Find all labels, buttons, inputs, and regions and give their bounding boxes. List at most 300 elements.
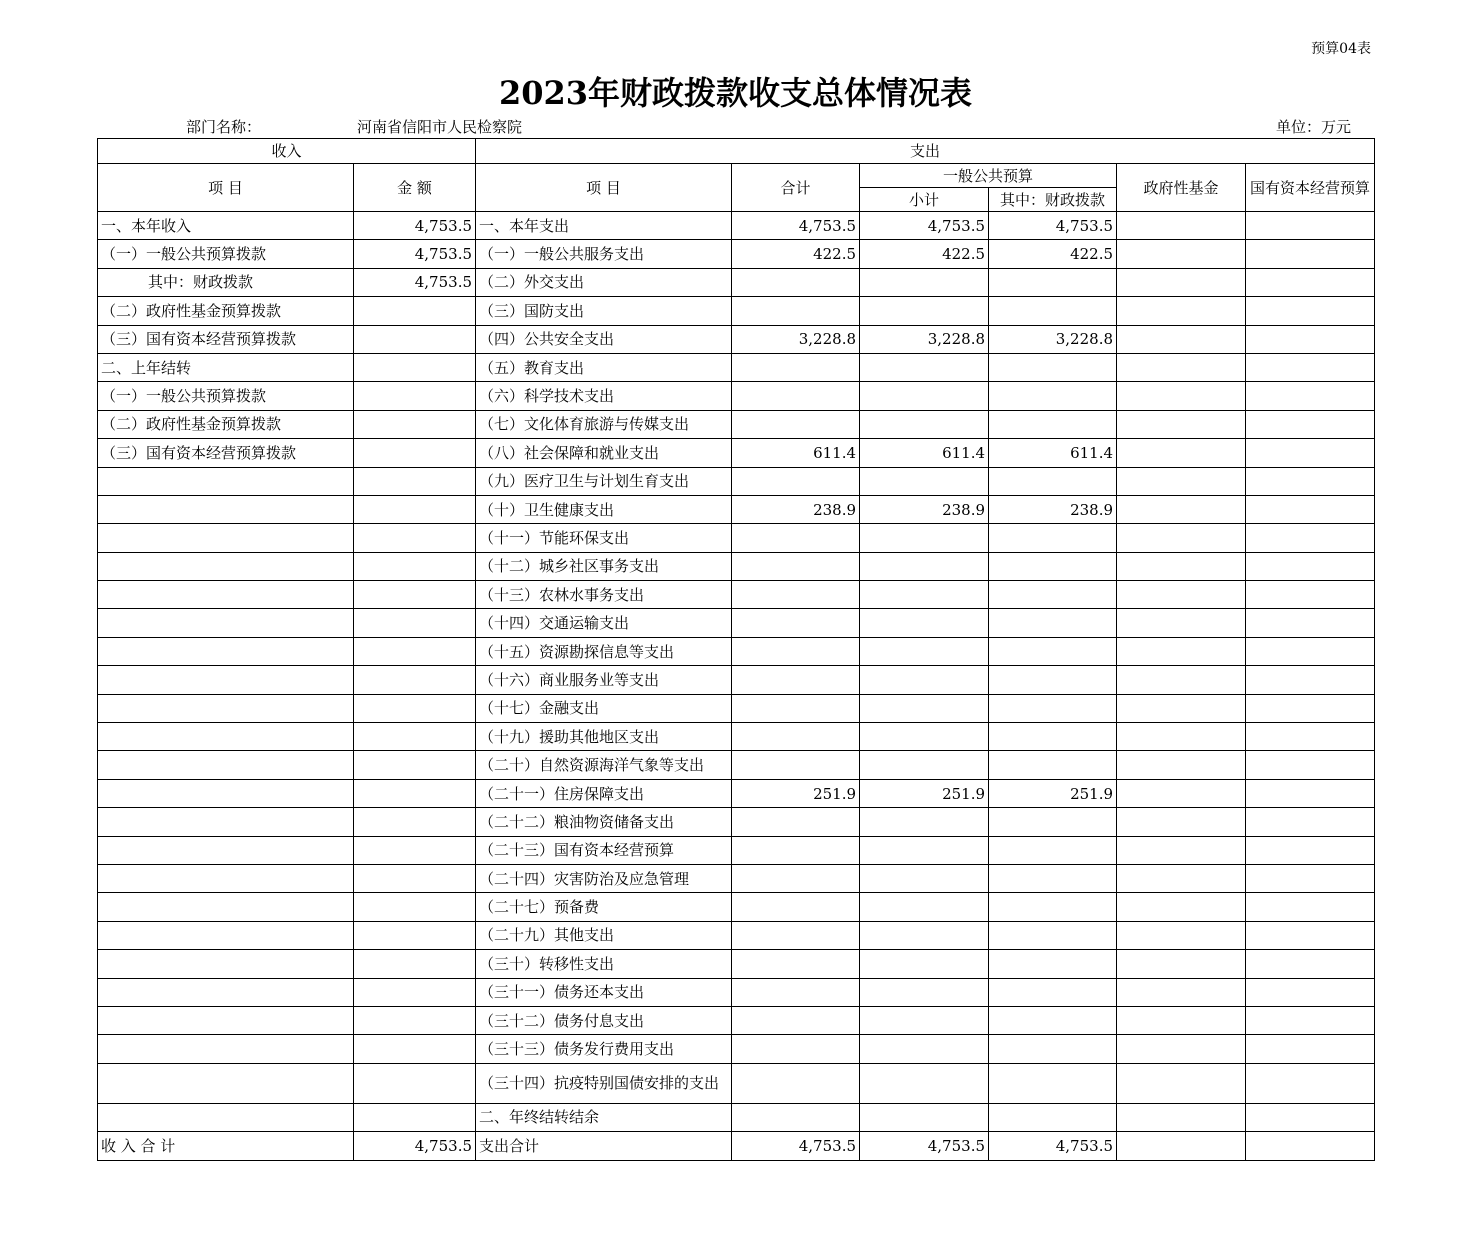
expense-total-cell (732, 950, 860, 978)
table-row (98, 325, 1375, 353)
general-subtotal-cell (860, 950, 989, 978)
income-item-cell: 其中：财政拨款 (98, 268, 354, 296)
table-row (98, 467, 1375, 495)
income-item-cell (98, 1063, 354, 1103)
expense-item-cell: （五）教育支出 (476, 353, 732, 381)
fiscal-allocation-cell (989, 808, 1117, 836)
fiscal-allocation-cell (989, 581, 1117, 609)
gov-fund-cell (1117, 864, 1246, 892)
income-amount-cell (354, 637, 476, 665)
income-amount-cell (354, 808, 476, 836)
total-header: 合计 (732, 164, 860, 212)
expense-total-cell (732, 1006, 860, 1034)
general-subtotal-cell (860, 353, 989, 381)
expense-total-cell (732, 268, 860, 296)
expense-total-cell (732, 864, 860, 892)
expense-total-cell (732, 581, 860, 609)
general-subtotal-cell (860, 893, 989, 921)
fiscal-allocation-cell (989, 864, 1117, 892)
state-capital-cell (1246, 1006, 1375, 1034)
table-row (98, 1063, 1375, 1103)
expense-total-cell (732, 637, 860, 665)
fiscal-allocation-cell (989, 751, 1117, 779)
gov-fund-cell (1117, 382, 1246, 410)
table-row (98, 950, 1375, 978)
state-capital-cell (1246, 808, 1375, 836)
general-subtotal-cell (860, 1103, 989, 1131)
general-subtotal-cell (860, 581, 989, 609)
expense-item-cell: 二、年终结转结余 (476, 1103, 732, 1131)
gov-fund-cell (1117, 893, 1246, 921)
gov-fund-cell (1117, 268, 1246, 296)
expense-total-cell: 3,228.8 (732, 325, 860, 353)
income-amount-cell: 4,753.5 (354, 212, 476, 240)
income-item-cell (98, 495, 354, 523)
general-subtotal-cell (860, 978, 989, 1006)
expense-item-cell: （十九）援助其他地区支出 (476, 723, 732, 751)
general-subtotal-cell: 4,753.5 (860, 212, 989, 240)
income-item-cell (98, 581, 354, 609)
expense-total-cell (732, 723, 860, 751)
income-item-cell (98, 893, 354, 921)
state-capital-cell (1246, 836, 1375, 864)
fiscal-allocation-cell: 422.5 (989, 240, 1117, 268)
income-item-cell: （二）政府性基金预算拨款 (98, 297, 354, 325)
general-subtotal-cell: 4,753.5 (860, 1132, 989, 1160)
gov-fund-cell (1117, 1132, 1246, 1160)
expense-item-cell: （四）公共安全支出 (476, 325, 732, 353)
expense-item-cell: （八）社会保障和就业支出 (476, 439, 732, 467)
expense-total-cell (732, 978, 860, 1006)
fiscal-allocation-cell (989, 268, 1117, 296)
state-capital-cell (1246, 439, 1375, 467)
expense-item-cell: （一）一般公共服务支出 (476, 240, 732, 268)
dept-name: 河南省信阳市人民检察院 (357, 118, 523, 136)
table-row (98, 609, 1375, 637)
income-amount-cell (354, 495, 476, 523)
expense-total-cell (732, 666, 860, 694)
expense-item-cell: （三十二）债务付息支出 (476, 1006, 732, 1034)
general-subtotal-cell (860, 751, 989, 779)
income-amount-cell (354, 467, 476, 495)
expense-total-cell (732, 353, 860, 381)
state-capital-cell (1246, 751, 1375, 779)
state-capital-cell (1246, 637, 1375, 665)
expense-item-cell: （三十三）债务发行费用支出 (476, 1035, 732, 1063)
state-capital-cell (1246, 325, 1375, 353)
income-item-cell: （一）一般公共预算拨款 (98, 240, 354, 268)
state-capital-cell (1246, 212, 1375, 240)
income-amount-cell (354, 1006, 476, 1034)
income-amount-cell (354, 950, 476, 978)
general-subtotal-cell (860, 921, 989, 949)
income-item-cell (98, 637, 354, 665)
expense-total-cell: 4,753.5 (732, 212, 860, 240)
income-amount-cell (354, 353, 476, 381)
table-row (98, 751, 1375, 779)
gov-fund-cell (1117, 524, 1246, 552)
income-item-cell (98, 723, 354, 751)
expense-total-cell (732, 751, 860, 779)
fiscal-allocation-cell: 238.9 (989, 495, 1117, 523)
income-item-cell (98, 666, 354, 694)
table-row (98, 1103, 1375, 1131)
general-subtotal-cell (860, 1063, 989, 1103)
table-row (98, 581, 1375, 609)
gov-fund-cell (1117, 495, 1246, 523)
state-capital-cell (1246, 1063, 1375, 1103)
income-header: 收入 (98, 139, 476, 164)
dept-label: 部门名称： (186, 118, 262, 136)
state-capital-cell (1246, 1035, 1375, 1063)
expense-item-cell: （三十）转移性支出 (476, 950, 732, 978)
fiscal-allocation-cell (989, 382, 1117, 410)
income-item-cell: （三）国有资本经营预算拨款 (98, 439, 354, 467)
income-item-cell (98, 808, 354, 836)
fiscal-allocation-cell (989, 637, 1117, 665)
gov-fund-cell (1117, 439, 1246, 467)
gov-fund-cell (1117, 410, 1246, 438)
state-capital-cell (1246, 268, 1375, 296)
fiscal-allocation-cell (989, 552, 1117, 580)
state-capital-cell (1246, 723, 1375, 751)
income-item-cell (98, 950, 354, 978)
expense-item-cell: （十）卫生健康支出 (476, 495, 732, 523)
gov-fund-cell (1117, 552, 1246, 580)
table-row (98, 637, 1375, 665)
expense-item-header: 项 目 (476, 164, 732, 212)
fiscal-allocation-cell: 4,753.5 (989, 1132, 1117, 1160)
general-subtotal-cell (860, 864, 989, 892)
gov-fund-cell (1117, 779, 1246, 807)
gov-fund-cell (1117, 240, 1246, 268)
table-row (98, 836, 1375, 864)
income-item-cell (98, 921, 354, 949)
fiscal-allocation-cell: 251.9 (989, 779, 1117, 807)
expense-total-cell (732, 921, 860, 949)
budget-body (98, 212, 1375, 1161)
general-subtotal-cell (860, 382, 989, 410)
expense-item-cell: （二十三）国有资本经营预算 (476, 836, 732, 864)
state-capital-cell (1246, 1132, 1375, 1160)
fiscal-allocation-cell (989, 950, 1117, 978)
general-subtotal-cell (860, 637, 989, 665)
expense-item-cell: 支出合计 (476, 1132, 732, 1160)
gov-fund-cell (1117, 1063, 1246, 1103)
general-subtotal-cell (860, 808, 989, 836)
expense-item-cell: （十一）节能环保支出 (476, 524, 732, 552)
fiscal-allocation-cell (989, 723, 1117, 751)
gov-fund-cell (1117, 581, 1246, 609)
income-item-cell (98, 1103, 354, 1131)
gov-fund-cell (1117, 751, 1246, 779)
fiscal-allocation-cell (989, 467, 1117, 495)
gov-fund-cell (1117, 609, 1246, 637)
income-amount-cell (354, 666, 476, 694)
table-row (98, 268, 1375, 296)
expense-item-cell: （二十一）住房保障支出 (476, 779, 732, 807)
state-capital-cell (1246, 893, 1375, 921)
table-row (98, 1006, 1375, 1034)
gov-fund-cell (1117, 694, 1246, 722)
table-row (98, 495, 1375, 523)
general-subtotal-cell: 422.5 (860, 240, 989, 268)
state-capital-cell (1246, 694, 1375, 722)
state-capital-header: 国有资本经营预算 (1246, 164, 1375, 212)
income-amount-cell (354, 552, 476, 580)
fiscal-allocation-cell (989, 410, 1117, 438)
fiscal-allocation-cell (989, 353, 1117, 381)
expense-item-cell: （十二）城乡社区事务支出 (476, 552, 732, 580)
table-row (98, 382, 1375, 410)
state-capital-cell (1246, 581, 1375, 609)
expense-item-cell: （二十）自然资源海洋气象等支出 (476, 751, 732, 779)
gov-fund-cell (1117, 467, 1246, 495)
table-row (98, 353, 1375, 381)
state-capital-cell (1246, 353, 1375, 381)
table-row (98, 524, 1375, 552)
expense-total-cell (732, 1035, 860, 1063)
table-row (98, 240, 1375, 268)
fiscal-allocation-cell (989, 297, 1117, 325)
income-amount-cell (354, 524, 476, 552)
expense-item-cell: （六）科学技术支出 (476, 382, 732, 410)
table-row (98, 297, 1375, 325)
fiscal-header: 其中：财政拨款 (989, 188, 1117, 212)
page-title: 2023年财政拨款收支总体情况表 (498, 74, 973, 112)
state-capital-cell (1246, 666, 1375, 694)
fiscal-allocation-cell (989, 609, 1117, 637)
fiscal-allocation-cell (989, 836, 1117, 864)
gov-fund-cell (1117, 325, 1246, 353)
gov-fund-cell (1117, 1035, 1246, 1063)
income-amount-cell: 4,753.5 (354, 1132, 476, 1160)
state-capital-cell (1246, 552, 1375, 580)
table-row (98, 439, 1375, 467)
table-row (98, 864, 1375, 892)
subtotal-header: 小计 (860, 188, 989, 212)
fiscal-allocation-cell (989, 694, 1117, 722)
table-row (98, 723, 1375, 751)
income-item-cell: 一、本年收入 (98, 212, 354, 240)
expense-item-cell: （三十一）债务还本支出 (476, 978, 732, 1006)
expense-item-cell: （十六）商业服务业等支出 (476, 666, 732, 694)
income-amount-cell (354, 836, 476, 864)
gov-fund-cell (1117, 921, 1246, 949)
header-row-1 (98, 139, 1375, 164)
general-subtotal-cell (860, 268, 989, 296)
table-row (98, 779, 1375, 807)
expense-total-cell: 4,753.5 (732, 1132, 860, 1160)
general-subtotal-cell: 3,228.8 (860, 325, 989, 353)
fiscal-allocation-cell (989, 524, 1117, 552)
expense-total-cell: 611.4 (732, 439, 860, 467)
expense-total-cell (732, 467, 860, 495)
state-capital-cell (1246, 524, 1375, 552)
gov-fund-cell (1117, 950, 1246, 978)
general-subtotal-cell: 238.9 (860, 495, 989, 523)
table-row (98, 921, 1375, 949)
state-capital-cell (1246, 978, 1375, 1006)
expense-item-cell: （十五）资源勘探信息等支出 (476, 637, 732, 665)
gov-fund-cell (1117, 666, 1246, 694)
general-subtotal-cell (860, 552, 989, 580)
table-row (98, 212, 1375, 240)
income-item-cell (98, 1006, 354, 1034)
income-item-cell (98, 864, 354, 892)
gov-fund-cell (1117, 637, 1246, 665)
income-item-cell (98, 836, 354, 864)
table-row (98, 694, 1375, 722)
expense-total-cell (732, 410, 860, 438)
table-row (98, 978, 1375, 1006)
income-item-cell: 收 入 合 计 (98, 1132, 354, 1160)
income-amount-cell (354, 779, 476, 807)
expense-total-cell (732, 893, 860, 921)
header-row-2 (98, 164, 1375, 188)
expense-total-cell (732, 297, 860, 325)
state-capital-cell (1246, 1103, 1375, 1131)
income-item-cell: （三）国有资本经营预算拨款 (98, 325, 354, 353)
expense-item-cell: （二十七）预备费 (476, 893, 732, 921)
gov-fund-cell (1117, 212, 1246, 240)
general-subtotal-cell (860, 467, 989, 495)
general-subtotal-cell (860, 694, 989, 722)
expense-item-cell: 一、本年支出 (476, 212, 732, 240)
table-row (98, 410, 1375, 438)
table-row (98, 1132, 1375, 1160)
general-subtotal-cell (860, 609, 989, 637)
expense-item-cell: （二十九）其他支出 (476, 921, 732, 949)
table-row (98, 808, 1375, 836)
expense-item-cell: （九）医疗卫生与计划生育支出 (476, 467, 732, 495)
income-amount-cell (354, 1103, 476, 1131)
table-row (98, 1035, 1375, 1063)
table-row (98, 666, 1375, 694)
income-item-cell (98, 524, 354, 552)
general-subtotal-cell (860, 524, 989, 552)
income-amount-cell (354, 382, 476, 410)
general-subtotal-cell: 251.9 (860, 779, 989, 807)
gov-fund-cell (1117, 836, 1246, 864)
income-amount-cell (354, 1035, 476, 1063)
expense-item-cell: （十四）交通运输支出 (476, 609, 732, 637)
general-subtotal-cell: 611.4 (860, 439, 989, 467)
state-capital-cell (1246, 921, 1375, 949)
expense-item-cell: （二十二）粮油物资储备支出 (476, 808, 732, 836)
state-capital-cell (1246, 779, 1375, 807)
budget-table (97, 138, 1375, 1161)
income-amount-cell (354, 723, 476, 751)
income-amount-cell (354, 410, 476, 438)
income-item-cell: （一）一般公共预算拨款 (98, 382, 354, 410)
state-capital-cell (1246, 410, 1375, 438)
fiscal-allocation-cell: 611.4 (989, 439, 1117, 467)
state-capital-cell (1246, 950, 1375, 978)
table-row (98, 893, 1375, 921)
income-item-cell (98, 609, 354, 637)
general-subtotal-cell (860, 723, 989, 751)
income-amount-cell (354, 325, 476, 353)
expense-item-cell: （七）文化体育旅游与传媒支出 (476, 410, 732, 438)
gov-fund-cell (1117, 978, 1246, 1006)
income-amount-cell: 4,753.5 (354, 240, 476, 268)
table-row (98, 552, 1375, 580)
unit-label: 单位：万元 (1275, 118, 1351, 136)
gov-fund-cell (1117, 297, 1246, 325)
income-item-cell (98, 1035, 354, 1063)
general-subtotal-cell (860, 297, 989, 325)
fiscal-allocation-cell (989, 1006, 1117, 1034)
expense-item-cell: （十三）农林水事务支出 (476, 581, 732, 609)
fiscal-allocation-cell (989, 666, 1117, 694)
state-capital-cell (1246, 864, 1375, 892)
income-item-cell (98, 978, 354, 1006)
income-item-cell: （二）政府性基金预算拨款 (98, 410, 354, 438)
expense-total-cell: 238.9 (732, 495, 860, 523)
fiscal-allocation-cell: 3,228.8 (989, 325, 1117, 353)
general-budget-header: 一般公共预算 (860, 164, 1117, 188)
expense-item-cell: （三）国防支出 (476, 297, 732, 325)
income-amount-cell: 4,753.5 (354, 268, 476, 296)
expense-total-cell (732, 1103, 860, 1131)
general-subtotal-cell (860, 1006, 989, 1034)
fiscal-allocation-cell (989, 978, 1117, 1006)
expense-total-cell (732, 836, 860, 864)
form-code: 预算04表 (1311, 41, 1371, 57)
state-capital-cell (1246, 609, 1375, 637)
gov-fund-cell (1117, 808, 1246, 836)
state-capital-cell (1246, 382, 1375, 410)
income-item-header: 项 目 (98, 164, 354, 212)
expense-total-cell: 251.9 (732, 779, 860, 807)
income-item-cell (98, 694, 354, 722)
fiscal-allocation-cell: 4,753.5 (989, 212, 1117, 240)
income-amount-cell (354, 978, 476, 1006)
income-amount-cell (354, 439, 476, 467)
expense-total-cell (732, 1063, 860, 1103)
income-item-cell (98, 779, 354, 807)
income-amount-cell (354, 297, 476, 325)
income-amount-cell (354, 751, 476, 779)
fiscal-allocation-cell (989, 1063, 1117, 1103)
income-amount-cell (354, 581, 476, 609)
expense-total-cell (732, 694, 860, 722)
income-item-cell (98, 467, 354, 495)
income-amount-cell (354, 1063, 476, 1103)
expense-total-cell (732, 524, 860, 552)
state-capital-cell (1246, 240, 1375, 268)
gov-fund-cell (1117, 1006, 1246, 1034)
gov-fund-cell (1117, 1103, 1246, 1131)
general-subtotal-cell (860, 1035, 989, 1063)
income-item-cell: 二、上年结转 (98, 353, 354, 381)
expense-total-cell (732, 382, 860, 410)
gov-fund-cell (1117, 353, 1246, 381)
income-amount-header: 金 额 (354, 164, 476, 212)
general-subtotal-cell (860, 836, 989, 864)
expense-item-cell: （三十四）抗疫特别国债安排的支出 (476, 1063, 732, 1103)
state-capital-cell (1246, 297, 1375, 325)
fiscal-allocation-cell (989, 1035, 1117, 1063)
expense-total-cell: 422.5 (732, 240, 860, 268)
income-amount-cell (354, 893, 476, 921)
expense-total-cell (732, 552, 860, 580)
expense-item-cell: （十七）金融支出 (476, 694, 732, 722)
expense-total-cell (732, 808, 860, 836)
general-subtotal-cell (860, 666, 989, 694)
expense-total-cell (732, 609, 860, 637)
